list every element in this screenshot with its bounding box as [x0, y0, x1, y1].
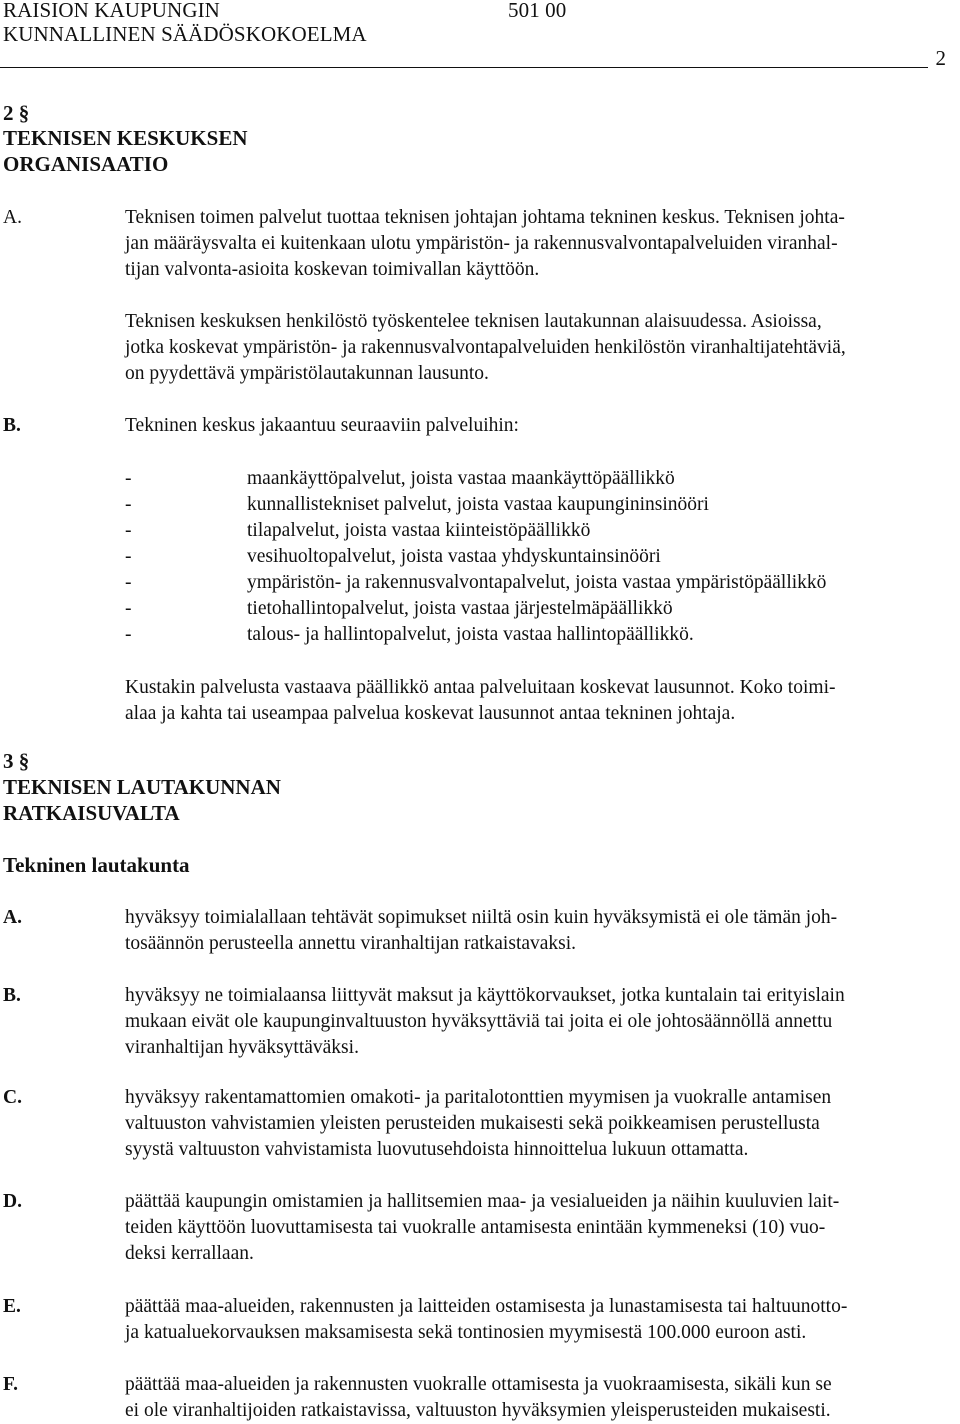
- section3-title-line1: TEKNISEN LAUTAKUNNAN: [3, 775, 281, 799]
- text-line: tosäännön perusteella annettu viranhaltijan ratkaistavaksi.: [125, 933, 577, 954]
- text-line: valtuuston vahvistamien yleisten perusteiden mukaisesti sekä poikkeamisen perustellusta: [125, 1113, 820, 1134]
- text-line: deksi kerrallaan.: [125, 1243, 254, 1264]
- section2-item-A-text: [125, 205, 950, 283]
- text-line: mukaan eivät ole kaupunginvaltuuston hyväksyttäviä tai joita ei ole johtosäännöllä annettu: [125, 1011, 833, 1032]
- list-item: tilapalvelut, joista vastaa kiinteistöpäällikkö: [247, 520, 591, 541]
- list-dash: -: [125, 494, 132, 515]
- section3-item-E-label: E.: [3, 1296, 21, 1317]
- header-org-line2: KUNNALLINEN SÄÄDÖSKOKOELMA: [3, 22, 367, 46]
- section2-title-line2: ORGANISAATIO: [3, 152, 169, 176]
- section2-item-A-label: A.: [3, 207, 22, 228]
- section3-item-D-label: D.: [3, 1191, 22, 1212]
- section3-item-D-text: [125, 1189, 950, 1267]
- text-line: viranhaltijan hyväksyttäväksi.: [125, 1037, 359, 1058]
- text-line: alaa ja kahta tai useampaa palvelua koskevat lausunnot antaa tekninen johtaja.: [125, 703, 736, 724]
- section2-title-line1: TEKNISEN KESKUKSEN: [3, 126, 248, 150]
- section-symbol: §: [18, 749, 30, 773]
- text-line: ei ole viranhaltijoiden ratkaistavissa, valtuuston hyväksymien yleisperusteiden mukaisesti.: [125, 1400, 831, 1421]
- section-symbol: §: [18, 101, 30, 125]
- list-item: ympäristön- ja rakennusvalvontapalvelut, joista vastaa ympäristöpäällikkö: [247, 572, 827, 593]
- section3-item-A-label: A.: [3, 907, 22, 928]
- header-rule: [0, 67, 928, 68]
- list-dash: -: [125, 624, 132, 645]
- list-item: vesihuoltopalvelut, joista vastaa yhdyskuntainsinööri: [247, 546, 661, 567]
- text-line: päättää maa-alueiden, rakennusten ja laitteiden ostamisesta ja lunastamisesta tai haltuunotto-: [125, 1296, 848, 1317]
- page-number: 2: [935, 46, 946, 70]
- text-line: syystä valtuuston vahvistamista luovutusehdoista hinnoittelua lukuun ottamatta.: [125, 1139, 749, 1160]
- section3-item-B-label: B.: [3, 985, 21, 1006]
- list-item: maankäyttöpalvelut, joista vastaa maankäyttöpäällikkö: [247, 468, 675, 489]
- text-line: hyväksyy toimialallaan tehtävät sopimukset niiltä osin kuin hyväksymistä ei ole tämän joh-: [125, 907, 838, 928]
- list-dash: -: [125, 468, 132, 489]
- text-line: jotka koskevat ympäristön- ja rakennusvalvontapalveluiden henkilöstön viranhaltijatehtäviä,: [125, 337, 846, 358]
- list-item: talous- ja hallintopalvelut, joista vastaa hallintopäällikkö.: [247, 624, 694, 645]
- section2-item-B-label: B.: [3, 415, 21, 436]
- list-item: tietohallintopalvelut, joista vastaa järjestelmäpäällikkö: [247, 598, 673, 619]
- section2-item-B-intro: Tekninen keskus jakaantuu seuraaviin palveluihin:: [125, 415, 519, 436]
- section3-item-F-text: [125, 1372, 950, 1424]
- section3-subheading: Tekninen lautakunta: [3, 853, 190, 877]
- text-line: hyväksyy rakentamattomien omakoti- ja paritalotonttien myymisen ja vuokralle antamisen: [125, 1087, 832, 1108]
- section3-title-line2: RATKAISUVALTA: [3, 801, 180, 825]
- text-line: Teknisen toimen palvelut tuottaa teknisen johtajan johtama tekninen keskus. Teknisen johta-: [125, 207, 845, 228]
- section3-item-A-text: [125, 905, 950, 957]
- text-line: teiden käyttöön luovuttamisesta tai vuokralle antamisesta enintään kymmeneksi (10) vuo-: [125, 1217, 826, 1238]
- section3-item-B-text: [125, 983, 950, 1061]
- text-line: päättää kaupungin omistamien ja hallitsemien maa- ja vesialueiden ja näihin kuuluvien lait-: [125, 1191, 840, 1212]
- list-item: kunnallistekniset palvelut, joista vastaa kaupungininsinööri: [247, 494, 709, 515]
- text-line: Kustakin palvelusta vastaava päällikkö antaa palveluitaan koskevat lausunnot. Koko toimi-: [125, 677, 836, 698]
- text-line: hyväksyy ne toimialaansa liittyvät maksut ja käyttökorvaukset, jotka kuntalain tai erityislain: [125, 985, 845, 1006]
- section2-heading-number: [3, 100, 29, 126]
- text-line: on pyydettävä ympäristölautakunnan lausunto.: [125, 363, 489, 384]
- section3-item-C-label: C.: [3, 1087, 22, 1108]
- section3-heading-number: [3, 748, 29, 774]
- text-line: tijan valvonta-asioita koskevan toimivallan käyttöön.: [125, 259, 540, 280]
- header-code: 501 00: [508, 0, 567, 22]
- section3-item-C-text: [125, 1085, 950, 1163]
- list-dash: -: [125, 572, 132, 593]
- text-line: jan määräysvalta ei kuitenkaan ulotu ympäristön- ja rakennusvalvontapalveluiden viranhal-: [125, 233, 838, 254]
- section2-item-A-paragraph2: [125, 309, 950, 387]
- list-dash: -: [125, 520, 132, 541]
- list-dash: -: [125, 598, 132, 619]
- section3-item-E-text: [125, 1294, 950, 1346]
- text-line: päättää maa-alueiden ja rakennusten vuokralle ottamisesta ja vuokraamisesta, sikäli kun se: [125, 1374, 832, 1395]
- header-org-line1: RAISION KAUPUNGIN: [3, 0, 220, 22]
- text-line: ja katualuekorvauksen maksamisesta sekä tontinosien myymisestä 100.000 euroon asti.: [125, 1322, 807, 1343]
- list-dash: -: [125, 546, 132, 567]
- section3-number: 3: [3, 749, 14, 773]
- section2-number: 2: [3, 101, 14, 125]
- text-line: Teknisen keskuksen henkilöstö työskentelee teknisen lautakunnan alaisuudessa. Asioissa,: [125, 311, 822, 332]
- section3-item-F-label: F.: [3, 1374, 18, 1395]
- section2-closing-paragraph: [125, 675, 950, 727]
